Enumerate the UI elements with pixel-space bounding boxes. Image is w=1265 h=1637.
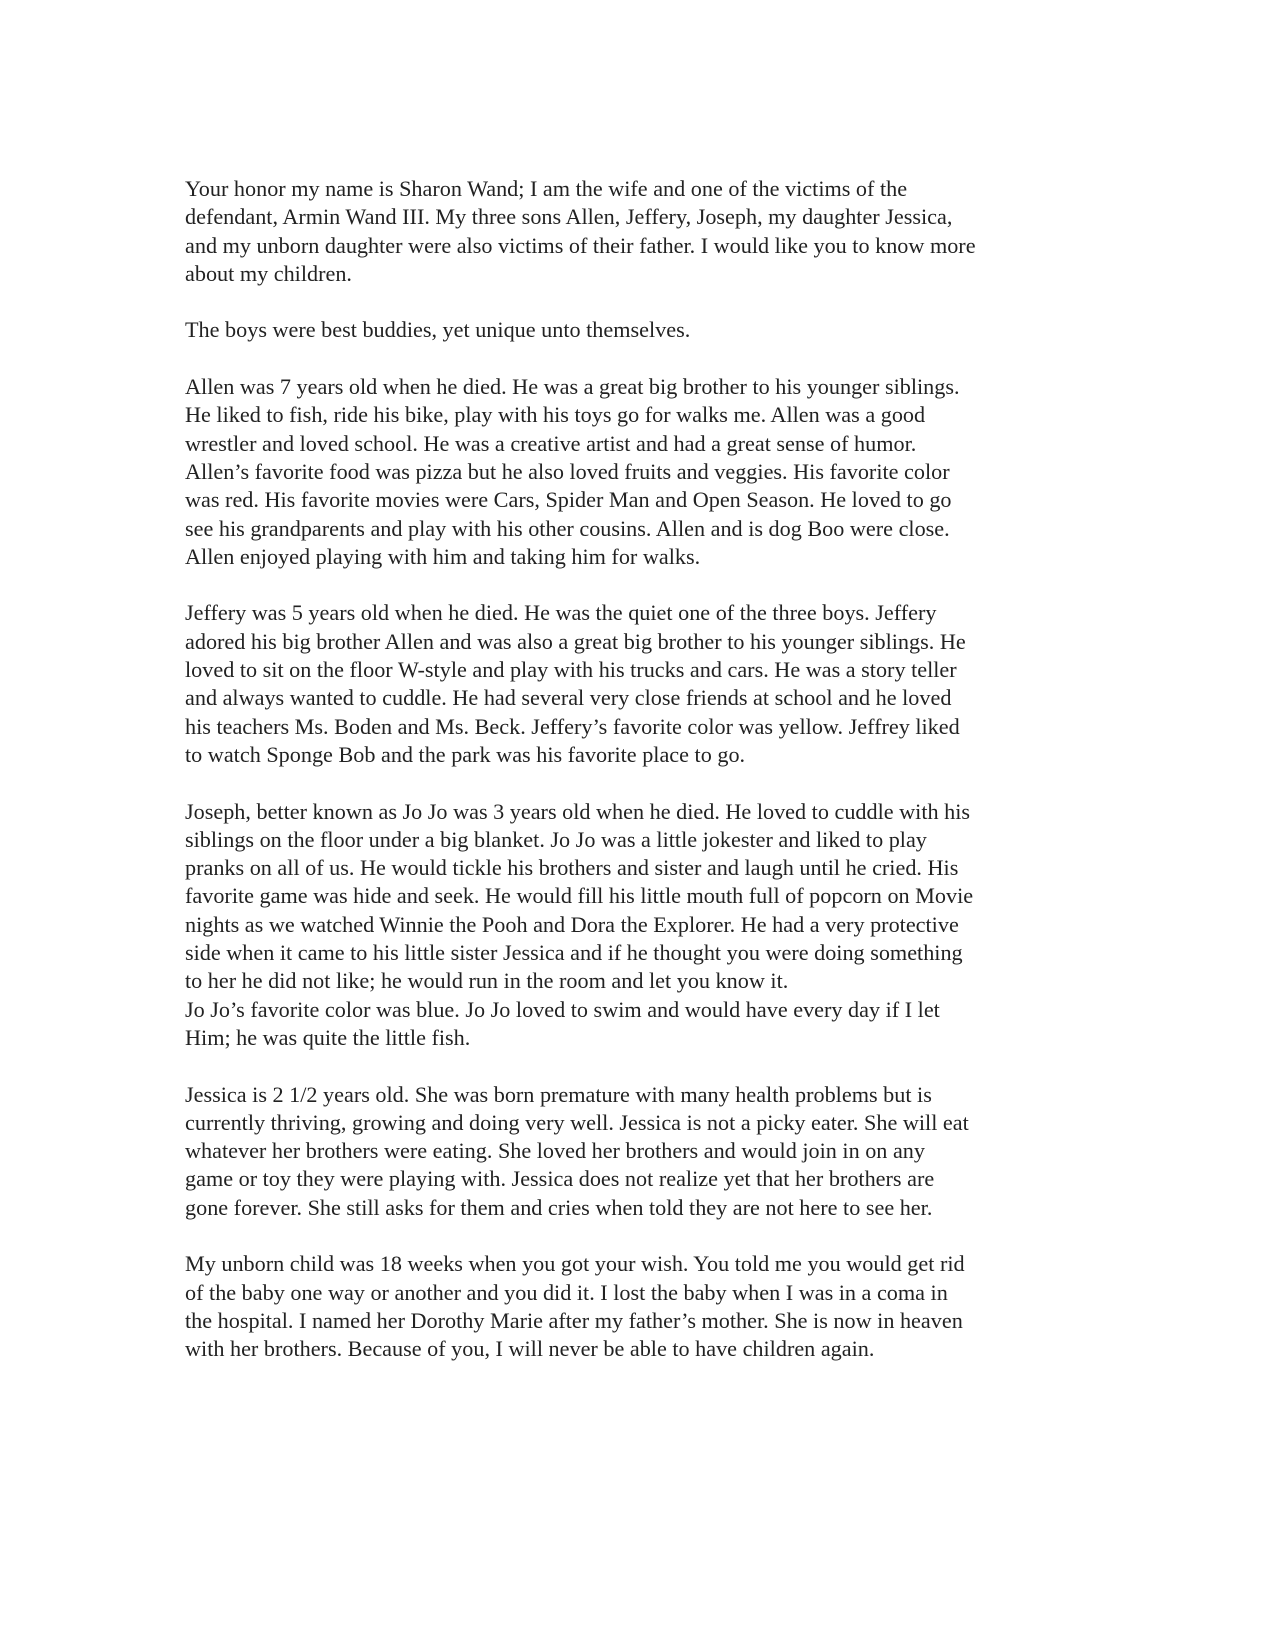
paragraph-jessica: Jessica is 2 1/2 years old. She was born premature with many health problems but is currently thriving, growing and doing very well. Jessica is not a picky eater. She will eat whatever her brothers were eating. She loved her brothers and would join in on any game or toy they were playing with. Jessica does not realize yet that her brothers are gone forever. She still asks for them and cries when told they are not here to see her.: [185, 1081, 969, 1220]
paragraph-boys: The boys were best buddies, yet unique unto themselves.: [185, 317, 691, 343]
paragraph-joseph: Joseph, better known as Jo Jo was 3 years old when he died. He loved to cuddle with his siblings on the floor under a big blanket. Jo Jo was a little jokester and liked to play pranks on all of us. He would tickle his brothers and sister and laugh until he cried. His favorite game was hide and seek. He would fill his little mouth full of popcorn on Movie nights as we watched Winnie the Pooh and Dora the Explorer. He had a very protective side when it came to his little sister Jessica and if he thought you were doing something to her he did not like; he would run in the room and let you know it.: [185, 798, 974, 994]
paragraph-allen: Allen was 7 years old when he died. He was a great big brother to his younger siblings. He liked to fish, ride his bike, play with his toys go for walks me. Allen was a good wrestler and loved school. He was a creative artist and had a great sense of humor. Allen’s favorite food was pizza but he also loved fruits and veggies. His favorite color was red. His favorite movies were Cars, Spider Man and Open Season. He loved to go see his grandparents and play with his other cousins. Allen and is dog Boo were close. Allen enjoyed playing with him and taking him for walks.: [185, 374, 960, 569]
paragraph-unborn-child: My unborn child was 18 weeks when you got your wish. You told me you would get rid of the baby one way or another and you did it. I lost the baby when I was in a coma in the hospital. I named her Dorothy Marie after my father’s mother. She is now in heaven with her brothers. Because of you, I will never be able to have children again.: [185, 1251, 965, 1362]
paragraph-intro: Your honor my name is Sharon Wand; I am the wife and one of the victims of the defendant, Armin Wand III. My three sons Allen, Jeffery, Joseph, my daughter Jessica, and my unborn daughter were also victims of their father. I would like you to know more about my children.: [185, 176, 976, 286]
statement-body: [185, 175, 1085, 1392]
paragraph-jeffery: Jeffery was 5 years old when he died. He was the quiet one of the three boys. Jeffery adored his big brother Allen and was also a great big brother to his younger siblings. He loved to sit on the floor W-style and play with his trucks and cars. He was a story teller and always wanted to cuddle. He had several very close friends at school and he loved his teachers Ms. Boden and Ms. Beck. Jeffery’s favorite color was yellow. Jeffrey liked to watch Sponge Bob and the park was his favorite place to go.: [185, 600, 966, 767]
paragraph-joseph-continued: Jo Jo’s favorite color was blue. Jo Jo loved to swim and would have every day if I let Him; he was quite the little fish.: [185, 996, 940, 1050]
